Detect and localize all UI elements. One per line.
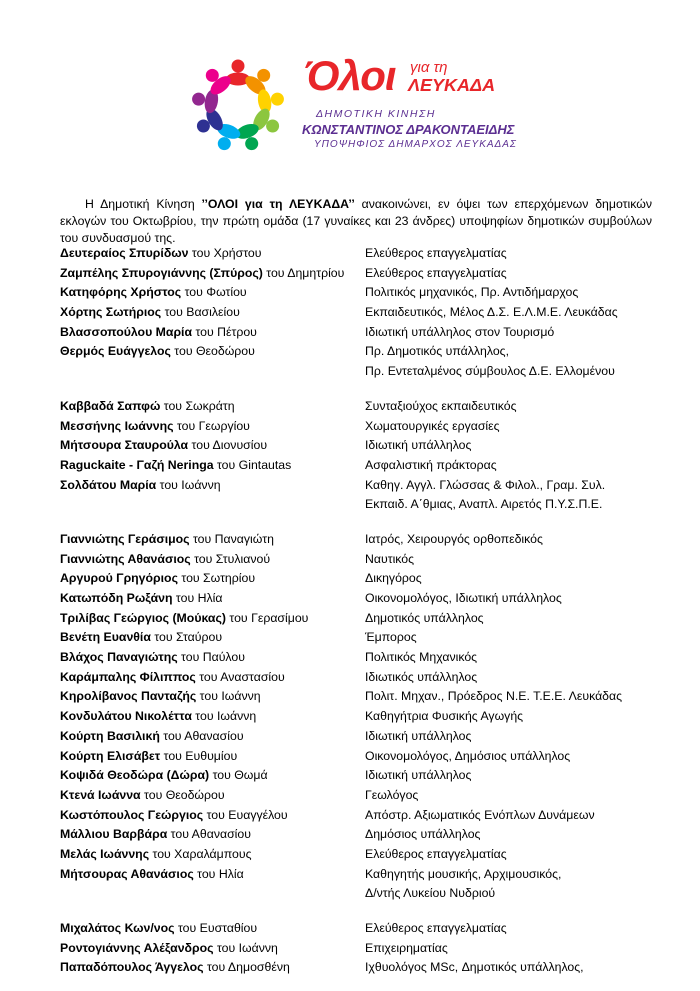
candidate-name: Κούρτη Βασιλική — [60, 728, 160, 743]
candidate-name: Κτενά Ιωάννα — [60, 787, 141, 802]
candidate-profession: Ιχθυολόγος MSc, Δημοτικός υπάλληλος, — [365, 960, 584, 975]
candidate-patronymic: του Γερασίμου — [225, 610, 309, 625]
candidate-row — [60, 244, 680, 264]
candidate-list — [60, 244, 680, 978]
candidate-entry — [60, 530, 274, 550]
candidate-profession: Καθηγ. Αγγλ. Γλώσσας & Φιλολ., Γραμ. Συλ. — [365, 477, 606, 492]
intro-text-end: ανακοινώνει, εν όψει των επερχόμενων δημοτικών εκλογών του Οκτωβρίου, την πρώτη ομάδα (17 γυναίκες και 23 άνδρες) υποψηφίων δημοτικών συμβούλων του συνδυασμού της. — [60, 197, 652, 246]
group-separator — [60, 904, 680, 919]
candidate-name: Παπαδόπουλος Άγγελος — [60, 960, 204, 975]
candidate-row — [60, 342, 680, 362]
candidate-row — [60, 303, 680, 323]
candidate-name: Γιαννιώτης Γεράσιμος — [60, 531, 190, 546]
candidate-entry — [60, 707, 256, 727]
candidate-name: Θερμός Ευάγγελος — [60, 344, 171, 359]
candidate-entry — [60, 569, 255, 589]
mayor-candidate-role: ΥΠΟΨΗΦΙΟΣ ΔΗΜΑΡΧΟΣ ΛΕΥΚΑΔΑΣ — [314, 139, 517, 150]
candidate-name: Ροντογιάννης Αλέξανδρος — [60, 940, 214, 955]
candidate-entry — [60, 919, 257, 939]
candidate-name: Βλασσοπούλου Μαρία — [60, 324, 193, 339]
candidate-row — [60, 939, 680, 959]
candidate-row — [60, 436, 680, 456]
candidate-name: Σολδάτου Μαρία — [60, 477, 157, 492]
candidate-name: Καράμπαλης Φίλιππος — [60, 669, 196, 684]
candidate-entry — [60, 550, 270, 570]
candidate-entry — [60, 865, 244, 885]
candidate-name: Καββαδά Σαπφώ — [60, 398, 161, 413]
candidate-patronymic: του Δημητρίου — [262, 265, 345, 280]
candidate-entry — [60, 825, 251, 845]
logo-place: ΛΕΥΚΑΔΑ — [408, 75, 496, 95]
logo-figure-head — [257, 69, 270, 82]
candidate-name: Κούρτη Ελισάβετ — [60, 748, 161, 763]
candidate-entry — [60, 476, 221, 496]
candidate-entry — [60, 687, 261, 707]
candidate-patronymic: του Θωμά — [209, 768, 268, 783]
candidate-name: Κατωπόδη Ρωξάνη — [60, 591, 173, 605]
candidate-row — [60, 766, 680, 786]
candidate-name: Μήτσουρα Σταυρούλα — [60, 438, 189, 453]
candidate-entry — [60, 323, 257, 343]
candidate-patronymic: του Αθανασίου — [167, 827, 251, 842]
candidate-patronymic: του Φωτίου — [181, 285, 247, 300]
candidate-name: Βενέτη Ευανθία — [60, 630, 151, 645]
candidate-profession: Πρ. Δημοτικός υπάλληλος, — [365, 344, 510, 359]
candidate-row — [60, 825, 680, 845]
candidate-patronymic: του Στυλιανού — [190, 551, 271, 566]
candidate-profession: Πολιτικός Μηχανικός — [365, 650, 478, 665]
logo-figure-head — [218, 137, 231, 150]
logo — [188, 52, 518, 164]
logo-figure-head — [192, 93, 205, 106]
intro-text-start: Η Δημοτική Κίνηση — [85, 197, 202, 212]
people-circle-logo-icon — [188, 56, 288, 156]
candidate-row — [60, 727, 680, 747]
candidate-profession: Οικονομολόγος, Δημόσιος υπάλληλος — [365, 748, 571, 763]
candidate-row — [60, 668, 680, 688]
candidate-row — [60, 865, 680, 885]
candidate-profession: Καθηγητής μουσικής, Αρχιμουσικός, — [365, 866, 562, 881]
candidate-entry — [60, 939, 278, 959]
candidate-profession: Δημοτικός υπάλληλος — [365, 610, 484, 625]
candidate-profession: Ελεύθερος επαγγελματίας — [365, 265, 507, 280]
candidate-patronymic: του Χρήστου — [188, 246, 262, 260]
candidate-name: Κοψιδά Θεοδώρα (Δώρα) — [60, 768, 210, 783]
candidate-patronymic: του Σταύρου — [150, 630, 223, 645]
candidate-patronymic: του Ευσταθίου — [174, 921, 258, 935]
candidate-row — [60, 589, 680, 609]
candidate-entry — [60, 436, 267, 456]
candidate-name: Δευτεραίος Σπυρίδων — [60, 246, 189, 260]
candidate-patronymic: του Βασιλείου — [161, 305, 240, 320]
candidate-name: Αργυρού Γρηγόριος — [60, 571, 178, 586]
logo-figure-head — [232, 60, 245, 73]
candidate-profession: Καθηγήτρια Φυσικής Αγωγής — [365, 709, 524, 724]
candidate-entry — [60, 727, 244, 747]
candidate-name: Κονδυλάτου Νικολέττα — [60, 709, 192, 724]
candidate-patronymic: του Ηλία — [172, 591, 223, 605]
candidate-profession: Ιδιωτική υπάλληλος — [365, 728, 472, 743]
candidate-profession: Ασφαλιστική πράκτορας — [365, 457, 497, 472]
candidate-patronymic: του Θεοδώρου — [140, 787, 225, 802]
candidate-profession-continued: Δ/ντής Λυκείου Νυδριού — [365, 886, 496, 901]
candidate-profession: Επιχειρηματίας — [365, 940, 448, 955]
candidate-row — [60, 397, 680, 417]
candidate-profession: Συνταξιούχος εκπαιδευτικός — [365, 398, 517, 413]
candidate-patronymic: του Σωτηρίου — [177, 571, 256, 586]
candidate-patronymic: του Ιωάννη — [156, 477, 221, 492]
candidate-entry — [60, 648, 245, 668]
candidate-row — [60, 958, 680, 978]
candidate-patronymic: του Ηλία — [193, 866, 244, 881]
candidate-profession: Ιδιωτική υπάλληλος — [365, 438, 472, 453]
candidate-entry — [60, 806, 288, 826]
candidate-entry — [60, 264, 344, 284]
logo-subtitle-gia: για τη — [410, 59, 448, 76]
candidate-profession: Απόστρ. Αξιωματικός Ενόπλων Δυνάμεων — [365, 807, 595, 822]
candidate-name: Μεσσήνης Ιωάννης — [60, 418, 174, 433]
candidate-name: Βλάχος Παναγιώτης — [60, 650, 178, 665]
candidate-profession: Οικονομολόγος, Ιδιωτική υπάλληλος — [365, 591, 562, 605]
candidate-profession: Ναυτικός — [365, 551, 415, 566]
candidate-patronymic: του Θεοδώρου — [170, 344, 255, 359]
candidate-name: Raguckaite - Γαζή Neringa — [60, 457, 214, 472]
candidate-patronymic: του Ευθυμίου — [160, 748, 238, 763]
candidate-row-continuation — [60, 362, 680, 382]
logo-title: Όλοι — [304, 52, 396, 99]
candidate-entry — [60, 845, 252, 865]
candidate-profession-continued: Πρ. Εντεταλμένος σύμβουλος Δ.Ε. Ελλομένου — [365, 364, 615, 379]
candidate-entry — [60, 456, 291, 476]
candidate-name: Κηρολίβανος Πανταζής — [60, 689, 197, 704]
candidate-patronymic: του Χαραλάμπους — [149, 846, 252, 861]
candidate-row — [60, 609, 680, 629]
candidate-profession: Έμπορος — [365, 630, 417, 645]
candidate-entry — [60, 342, 255, 362]
candidate-row-continuation — [60, 495, 680, 515]
candidate-name: Μήτσουρας Αθανάσιος — [60, 866, 194, 881]
candidate-row — [60, 919, 680, 939]
candidate-name: Ζαμπέλης Σπυρογιάννης (Σπύρος) — [60, 265, 263, 280]
candidate-row — [60, 476, 680, 496]
candidate-patronymic: του Παναγιώτη — [189, 531, 274, 546]
intro-paragraph — [60, 196, 652, 247]
candidate-patronymic: του Γεωργίου — [173, 418, 250, 433]
candidate-profession: Ιδιωτική υπάλληλος — [365, 768, 472, 783]
candidate-name: Κωστόπουλος Γεώργιος — [60, 807, 204, 822]
candidate-row — [60, 786, 680, 806]
candidate-row — [60, 530, 680, 550]
candidate-row-continuation — [60, 884, 680, 904]
candidate-entry — [60, 303, 240, 323]
candidate-row — [60, 747, 680, 767]
candidate-patronymic: του Διονυσίου — [188, 438, 268, 453]
candidate-row — [60, 323, 680, 343]
candidate-name: Χόρτης Σωτήριος — [60, 305, 162, 320]
candidate-profession: Ελεύθερος επαγγελματίας — [365, 846, 507, 861]
group-separator — [60, 515, 680, 530]
candidate-profession: Εκπαιδευτικός, Μέλος Δ.Σ. Ε.Λ.Μ.Ε. Λευκάδας — [365, 305, 618, 320]
candidate-patronymic: του Παύλου — [177, 650, 245, 665]
candidate-entry — [60, 397, 235, 417]
candidate-profession: Δικηγόρος — [365, 571, 422, 586]
candidate-profession: Ιδιωτική υπάλληλος στον Τουρισμό — [365, 324, 555, 339]
candidate-profession: Πολιτ. Μηχαν., Πρόεδρος Ν.Ε. Τ.Ε.Ε. Λευκάδας — [365, 689, 623, 704]
candidate-row — [60, 569, 680, 589]
candidate-patronymic: του Αθανασίου — [159, 728, 244, 743]
candidate-row — [60, 707, 680, 727]
candidate-name: Μελάς Ιωάννης — [60, 846, 150, 861]
candidate-row — [60, 687, 680, 707]
candidate-name: Μιχαλάτος Κων/νος — [60, 921, 175, 935]
candidate-entry — [60, 628, 222, 648]
candidate-patronymic: του Πέτρου — [192, 324, 257, 339]
candidate-name: Γιαννιώτης Αθανάσιος — [60, 551, 191, 566]
candidate-row — [60, 417, 680, 437]
candidate-profession: Ιδιωτικός υπάλληλος — [365, 669, 478, 684]
candidate-row — [60, 264, 680, 284]
candidate-entry — [60, 417, 250, 437]
candidate-patronymic: του Σωκράτη — [160, 398, 235, 413]
candidate-profession: Ιατρός, Χειρουργός ορθοπεδικός — [365, 531, 543, 546]
candidate-entry — [60, 786, 225, 806]
candidate-profession: Χωματουργικές εργασίες — [365, 418, 500, 433]
candidate-patronymic: του Gintautas — [213, 457, 292, 472]
group-separator — [60, 382, 680, 397]
logo-figure-head — [271, 93, 284, 106]
candidate-profession: Πολιτικός μηχανικός, Πρ. Αντιδήμαρχος — [365, 285, 579, 300]
candidate-entry — [60, 747, 237, 767]
mayor-candidate-name: ΚΩΝΣΤΑΝΤΙΝΟΣ ΔΡΑΚΟΝΤΑΕΙΔΗΣ — [302, 122, 515, 137]
candidate-profession: Γεωλόγος — [365, 787, 419, 802]
candidate-row — [60, 628, 680, 648]
candidate-entry — [60, 958, 290, 978]
candidate-patronymic: του Ιωάννη — [213, 940, 278, 955]
candidate-name: Κατηφόρης Χρήστος — [60, 285, 182, 300]
candidate-name: Μάλλιου Βαρβάρα — [60, 827, 168, 842]
candidate-entry — [60, 283, 247, 303]
logo-figure-head — [206, 69, 219, 82]
candidate-row — [60, 845, 680, 865]
candidate-profession-continued: Εκπαιδ. Α΄θμιας, Αναπλ. Αιρετός Π.Υ.Σ.Π.Ε. — [365, 497, 603, 512]
candidate-entry — [60, 668, 285, 688]
candidate-patronymic: του Δημοσθένη — [203, 960, 290, 975]
candidate-row — [60, 648, 680, 668]
logo-figure-head — [245, 137, 258, 150]
candidate-entry — [60, 766, 268, 786]
candidate-entry — [60, 244, 261, 264]
candidate-row — [60, 283, 680, 303]
candidate-name: Τριλίβας Γεώργιος (Μούκας) — [60, 610, 226, 625]
candidate-patronymic: του Ιωάννη — [191, 709, 257, 724]
candidate-profession: Δημόσιος υπάλληλος — [365, 827, 481, 842]
intro-movement-name: ’’ΟΛΟΙ για τη ΛΕΥΚΑΔΑ’’ — [201, 197, 355, 212]
candidate-patronymic: του Αναστασίου — [195, 669, 285, 684]
candidate-row — [60, 806, 680, 826]
logo-figure-head — [266, 120, 279, 133]
candidate-row — [60, 456, 680, 476]
candidate-profession: Ελεύθερος επαγγελματίας — [365, 246, 507, 260]
candidate-patronymic: του Ευαγγέλου — [203, 807, 288, 822]
candidate-entry — [60, 589, 222, 609]
candidate-row — [60, 550, 680, 570]
movement-label: ΔΗΜΟΤΙΚΗ ΚΙΝΗΣΗ — [316, 108, 436, 120]
candidate-patronymic: του Ιωάννη — [196, 689, 261, 704]
candidate-profession: Ελεύθερος επαγγελματίας — [365, 921, 507, 935]
logo-figure-head — [197, 120, 210, 133]
candidate-entry — [60, 609, 308, 629]
